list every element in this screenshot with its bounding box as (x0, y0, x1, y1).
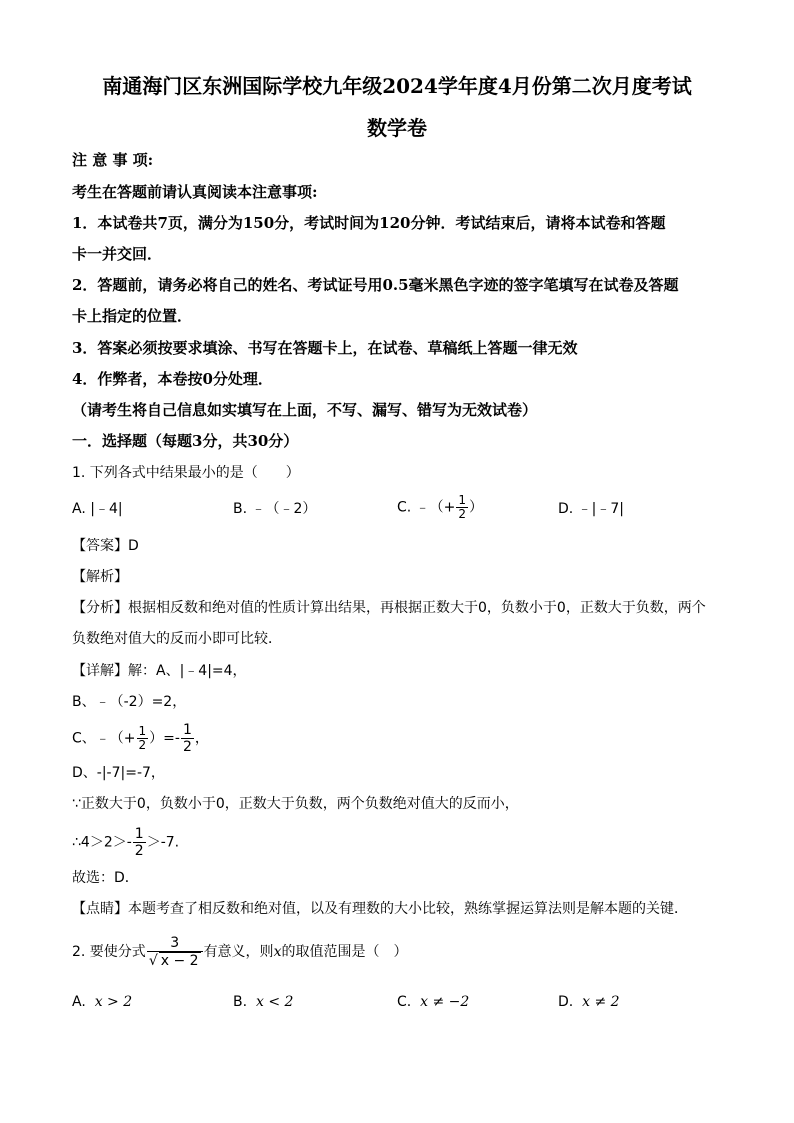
frac-numerator: 1 (134, 826, 144, 842)
frac-denominator: 2 (134, 843, 144, 859)
notice-item-3: 3．答案必须按要求填涂、书写在答题卡上，在试卷、草稿纸上答题一律无效 (72, 339, 578, 357)
frac-denominator: 2 (182, 739, 192, 755)
detail-c-mid: ）=- (149, 730, 180, 747)
detail-c-fraction-2 (181, 722, 194, 755)
detail-c-fraction-1 (137, 725, 149, 752)
q2-variable: x (273, 944, 282, 960)
q1-because: ∵正数大于0，负数小于0，正数大于负数，两个负数绝对值大的反而小， (72, 796, 519, 812)
frac-denominator: √ x − 2 (148, 953, 199, 969)
sqrt-radicand: x − 2 (160, 953, 199, 969)
frac-numerator: 1 (138, 724, 147, 738)
q1-option-c-pre: C. ﹣（+ (397, 499, 456, 516)
comment-tag: 【点睛】 (72, 901, 128, 917)
detail-tag: 【详解】 (72, 663, 128, 679)
notice-item-4: 4．作弊者，本卷按0分处理． (72, 370, 273, 388)
q1-detail-c (72, 722, 209, 755)
notice-item-2a: 2．答题前，请务必将自己的姓名、考试证号用0.5毫米黑色字迹的签字笔填写在试卷及答题 (72, 276, 679, 294)
q1-choice: 故选：D． (72, 870, 139, 886)
q2-option-a-label: A. (72, 994, 86, 1010)
notice-item-1a: 1．本试卷共7页，满分为150分，考试时间为120分钟．考试结束后，请将本试卷和答题 (72, 214, 666, 232)
detail-c-pre: C、﹣（+ (72, 730, 136, 747)
section-heading: 一．选择题（每题3分，共30分） (72, 432, 299, 450)
exam-subtitle: 数学卷 (367, 116, 427, 140)
q1-comment (72, 899, 688, 919)
detail-c-post: ， (194, 730, 209, 747)
q1-option-d: D. ﹣|﹣7| (558, 501, 625, 517)
fenxi-text: 根据相反数和绝对值的性质计算出结果，再根据正数大于0，负数小于0，正数大于负数，两个 (128, 600, 706, 616)
q2-stem-pre: 2. 要使分式 (72, 944, 146, 960)
fenxi-tag: 【分析】 (72, 600, 128, 616)
q2-option-b-expr: x < 2 (255, 994, 294, 1010)
exam-title: 南通海门区东洲国际学校九年级2024学年度4月份第二次月度考试 (102, 74, 692, 98)
q2-stem (72, 935, 407, 969)
frac-numerator: 3 (147, 935, 203, 952)
q2-option-c-expr: x ≠ −2 (420, 994, 470, 1010)
q1-option-c (397, 494, 483, 521)
notice-item-2b: 卡上指定的位置． (72, 307, 193, 325)
answer-value: D (128, 538, 139, 554)
frac-numerator: 1 (182, 722, 192, 738)
q2-option-d-expr: x ≠ 2 (582, 994, 620, 1010)
q1-detail-a (72, 661, 247, 681)
notice-intro: 考生在答题前请认真阅读本注意事项: (72, 183, 318, 201)
detail-a-text: 解：A、|﹣4|=4， (128, 663, 247, 679)
q1-detail-d: D、-|-7|=-7， (72, 765, 165, 781)
q2-option-c (397, 992, 469, 1012)
notice-reminder: （请考生将自己信息如实填写在上面，不写、漏写、错写为无效试卷） (72, 401, 538, 419)
q1-option-b: B. ﹣（﹣2） (233, 501, 317, 517)
therefore-pre: ∴4＞2＞- (72, 834, 132, 851)
q2-option-b-label: B. (233, 994, 248, 1010)
q2-option-c-label: C. (397, 994, 412, 1010)
q1-fenxi-line1 (72, 598, 706, 618)
therefore-fraction (133, 826, 146, 859)
q2-fraction (147, 935, 203, 969)
comment-text: 本题考查了相反数和绝对值，以及有理数的大小比较，熟练掌握运算法则是解本题的关键． (128, 901, 688, 917)
q2-option-a-expr: x > 2 (94, 994, 133, 1010)
q1-answer (72, 536, 139, 556)
q2-stem-post: 的取值范围是（ ） (281, 944, 408, 960)
notice-heading: 注 意 事 项: (72, 151, 154, 169)
q1-detail-b: B、﹣（-2）=2， (72, 694, 187, 710)
frac-numerator: 1 (458, 493, 467, 507)
q1-therefore (72, 826, 179, 859)
q1-option-c-post: ） (469, 499, 484, 516)
q1-option-c-fraction (456, 494, 468, 521)
q1-fenxi-line2: 负数绝对值大的反而小即可比较． (72, 631, 282, 647)
frac-denominator: 2 (138, 738, 147, 752)
answer-tag: 【答案】 (72, 538, 128, 554)
q2-option-b (233, 992, 293, 1012)
q2-stem-mid: 有意义，则 (203, 944, 274, 960)
therefore-post: ＞-7. (146, 834, 180, 851)
q2-option-a (72, 992, 132, 1012)
q1-analysis-tag: 【解析】 (72, 569, 128, 585)
q2-option-d (558, 992, 620, 1012)
notice-item-1b: 卡一并交回． (72, 245, 163, 263)
q1-stem: 1. 下列各式中结果最小的是（ ） (72, 465, 300, 481)
q1-option-a: A. |﹣4| (72, 501, 123, 517)
q2-option-d-label: D. (558, 994, 574, 1010)
frac-denominator: 2 (458, 507, 467, 521)
